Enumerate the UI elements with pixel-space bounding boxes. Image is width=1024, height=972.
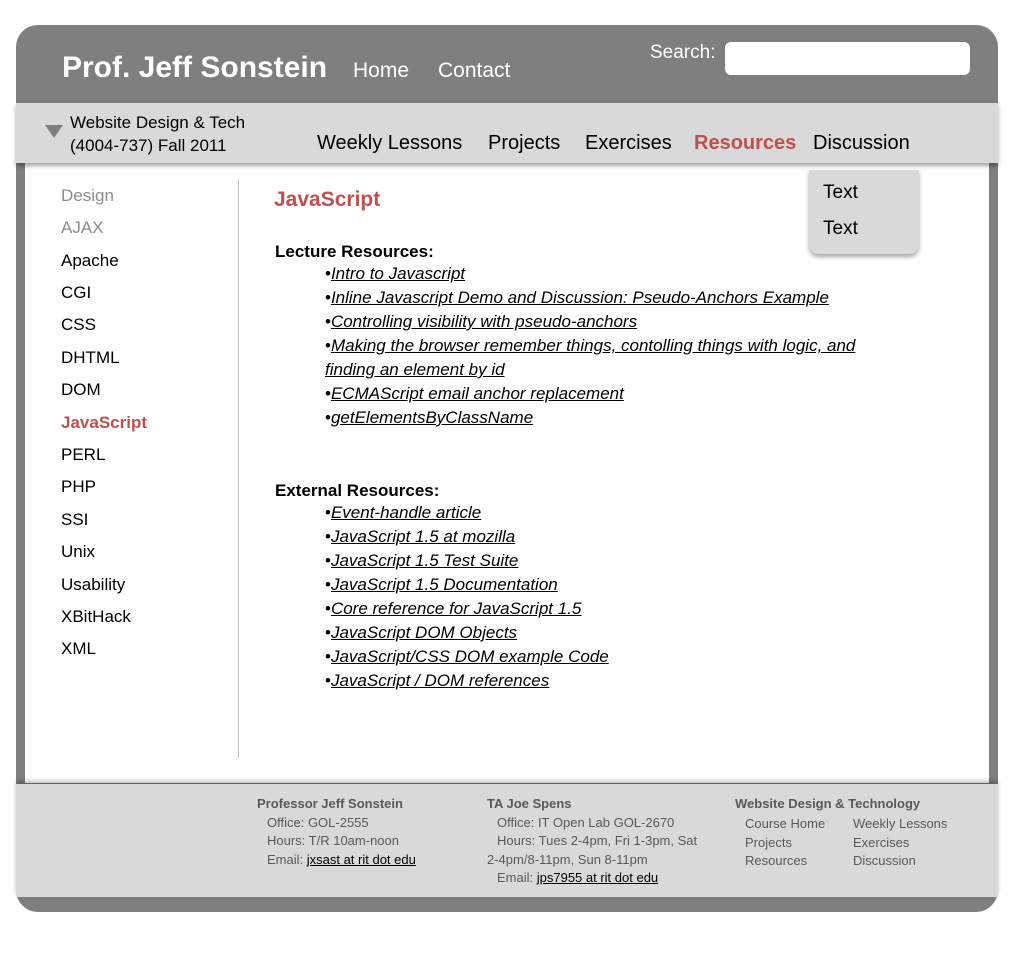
tab-discussion[interactable]: Discussion <box>813 132 910 154</box>
list-item <box>325 597 581 621</box>
sidebar-item-php[interactable]: PHP <box>61 477 96 496</box>
list-item <box>325 262 465 286</box>
resource-link[interactable]: Intro to Javascript <box>330 264 466 283</box>
sidebar-item-dom[interactable]: DOM <box>61 380 101 399</box>
bullet: • <box>325 264 331 283</box>
bullet: • <box>325 527 331 546</box>
bullet: • <box>325 503 331 522</box>
bullet: • <box>325 384 331 403</box>
list-item <box>325 501 481 525</box>
sidebar-item-xml[interactable]: XML <box>61 639 96 658</box>
resource-link[interactable]: Event-handle article <box>330 503 482 522</box>
bullet: • <box>325 599 331 618</box>
dropdown-item[interactable]: Text <box>823 218 858 239</box>
course-name-line2: (4004-737) Fall 2011 <box>70 136 227 155</box>
list-item <box>325 286 829 310</box>
page-title: JavaScript <box>274 188 381 211</box>
tab-weekly-lessons[interactable]: Weekly Lessons <box>317 132 463 154</box>
dropdown-item[interactable]: Text <box>823 182 858 203</box>
list-item <box>325 406 533 430</box>
resource-link[interactable]: JavaScript / DOM references <box>330 671 550 690</box>
bullet: • <box>325 671 331 690</box>
site-header <box>16 25 998 103</box>
footer-ta-office: Office: IT Open Lab GOL-2670 <box>497 814 675 830</box>
sidebar-item-css[interactable]: CSS <box>61 315 96 334</box>
footer-professor-email-row <box>257 851 416 870</box>
email-label: Email: <box>497 870 537 885</box>
ta-email-link[interactable]: jps7955 at rit dot edu <box>536 870 659 885</box>
resource-link[interactable]: Making the browser remember things, contolling things with logic, and <box>330 336 856 355</box>
list-item <box>325 621 517 645</box>
bullet: • <box>325 551 331 570</box>
list-item <box>325 669 549 693</box>
footer-link-discussion[interactable]: Discussion <box>853 853 916 868</box>
collapse-triangle-icon[interactable] <box>45 125 63 138</box>
bullet: • <box>325 408 331 427</box>
footer-link-projects[interactable]: Projects <box>745 835 792 850</box>
list-item <box>325 310 637 334</box>
footer-link-exercises[interactable]: Exercises <box>853 835 910 850</box>
footer-ta-hours-line2: 2-4pm/8-11pm, Sun 8-11pm <box>487 851 648 867</box>
footer-link-weekly-lessons[interactable]: Weekly Lessons <box>853 816 948 831</box>
resource-link[interactable]: Core reference for JavaScript 1.5 <box>330 599 582 618</box>
professor-email-link[interactable]: jxsast at rit dot edu <box>306 851 416 867</box>
resource-link[interactable]: JavaScript 1.5 Test Suite <box>330 551 519 570</box>
sidebar-item-ssi[interactable]: SSI <box>61 510 89 529</box>
bullet: • <box>325 336 331 355</box>
course-nav-bar <box>16 103 998 163</box>
list-item <box>325 645 609 669</box>
resource-link[interactable]: getElementsByClassName <box>330 408 534 427</box>
list-item <box>325 382 624 406</box>
external-resources-heading: External Resources: <box>275 481 440 500</box>
footer-link-resources[interactable]: Resources <box>745 853 808 868</box>
bullet: • <box>325 647 331 666</box>
footer-professor-hours: Hours: T/R 10am-noon <box>267 833 399 848</box>
email-label: Email: <box>267 851 307 867</box>
sidebar-item-design[interactable]: Design <box>61 186 114 205</box>
site-title[interactable]: Prof. Jeff Sonstein <box>62 51 328 84</box>
sidebar-item-cgi[interactable]: CGI <box>61 283 92 302</box>
course-name-line1: Website Design & Tech <box>70 113 246 132</box>
list-item <box>325 334 855 358</box>
list-item <box>325 573 558 597</box>
footer-professor-heading: Professor Jeff Sonstein <box>257 796 403 811</box>
resource-link[interactable]: JavaScript DOM Objects <box>330 623 518 642</box>
contact-link[interactable]: Contact <box>438 59 511 82</box>
sidebar-item-dhtml[interactable]: DHTML <box>61 348 120 367</box>
bullet: • <box>325 575 331 594</box>
course-name <box>70 111 245 157</box>
resource-link[interactable]: JavaScript 1.5 at mozilla <box>330 527 516 546</box>
bullet: • <box>325 623 331 642</box>
footer-link-course-home[interactable]: Course Home <box>745 816 826 831</box>
footer-ta <box>487 795 697 888</box>
sidebar-item-usability[interactable]: Usability <box>61 575 126 594</box>
footer-ta-email-row <box>487 869 697 888</box>
resource-link[interactable]: Controlling visibility with pseudo-anchors <box>330 312 638 331</box>
footer-site <box>735 795 920 814</box>
site-footer <box>16 784 998 897</box>
discussion-dropdown <box>809 170 919 254</box>
home-link[interactable]: Home <box>353 59 410 82</box>
resource-link[interactable]: ECMAScript email anchor replacement <box>330 384 624 403</box>
footer-professor <box>257 795 416 869</box>
footer-site-heading: Website Design & Technology <box>735 796 921 811</box>
search-label: Search: <box>650 42 716 63</box>
resource-link[interactable]: finding an element by id <box>325 360 505 379</box>
footer-ta-heading: TA Joe Spens <box>487 796 572 811</box>
lecture-resources-heading: Lecture Resources: <box>275 242 434 261</box>
page-frame <box>16 25 998 912</box>
bullet: • <box>325 288 331 307</box>
sidebar-item-xbithack[interactable]: XBitHack <box>61 607 131 626</box>
footer-ta-hours-line1: Hours: Tues 2-4pm, Fri 1-3pm, Sat <box>497 833 698 848</box>
sidebar-item-apache[interactable]: Apache <box>61 251 119 270</box>
tab-projects[interactable]: Projects <box>488 132 561 154</box>
bullet: • <box>325 312 331 331</box>
resource-link[interactable]: JavaScript/CSS DOM example Code <box>330 647 609 666</box>
sidebar-item-javascript[interactable]: JavaScript <box>61 413 147 432</box>
sidebar-item-unix[interactable]: Unix <box>61 542 96 561</box>
sidebar-item-ajax[interactable]: AJAX <box>61 218 104 237</box>
tab-exercises[interactable]: Exercises <box>585 132 672 154</box>
list-item <box>325 525 515 549</box>
main-content-area <box>25 163 989 783</box>
tab-resources[interactable]: Resources <box>694 132 797 154</box>
resource-link[interactable]: Inline Javascript Demo and Discussion: Pseudo-Anchors Example <box>330 288 829 307</box>
footer-professor-office: Office: GOL-2555 <box>267 814 369 830</box>
sidebar-item-perl[interactable]: PERL <box>61 445 106 464</box>
list-item-continuation <box>325 358 505 382</box>
search-input[interactable] <box>725 42 970 75</box>
list-item <box>325 549 518 573</box>
sidebar-divider <box>238 180 239 758</box>
resource-link[interactable]: JavaScript 1.5 Documentation <box>330 575 558 594</box>
